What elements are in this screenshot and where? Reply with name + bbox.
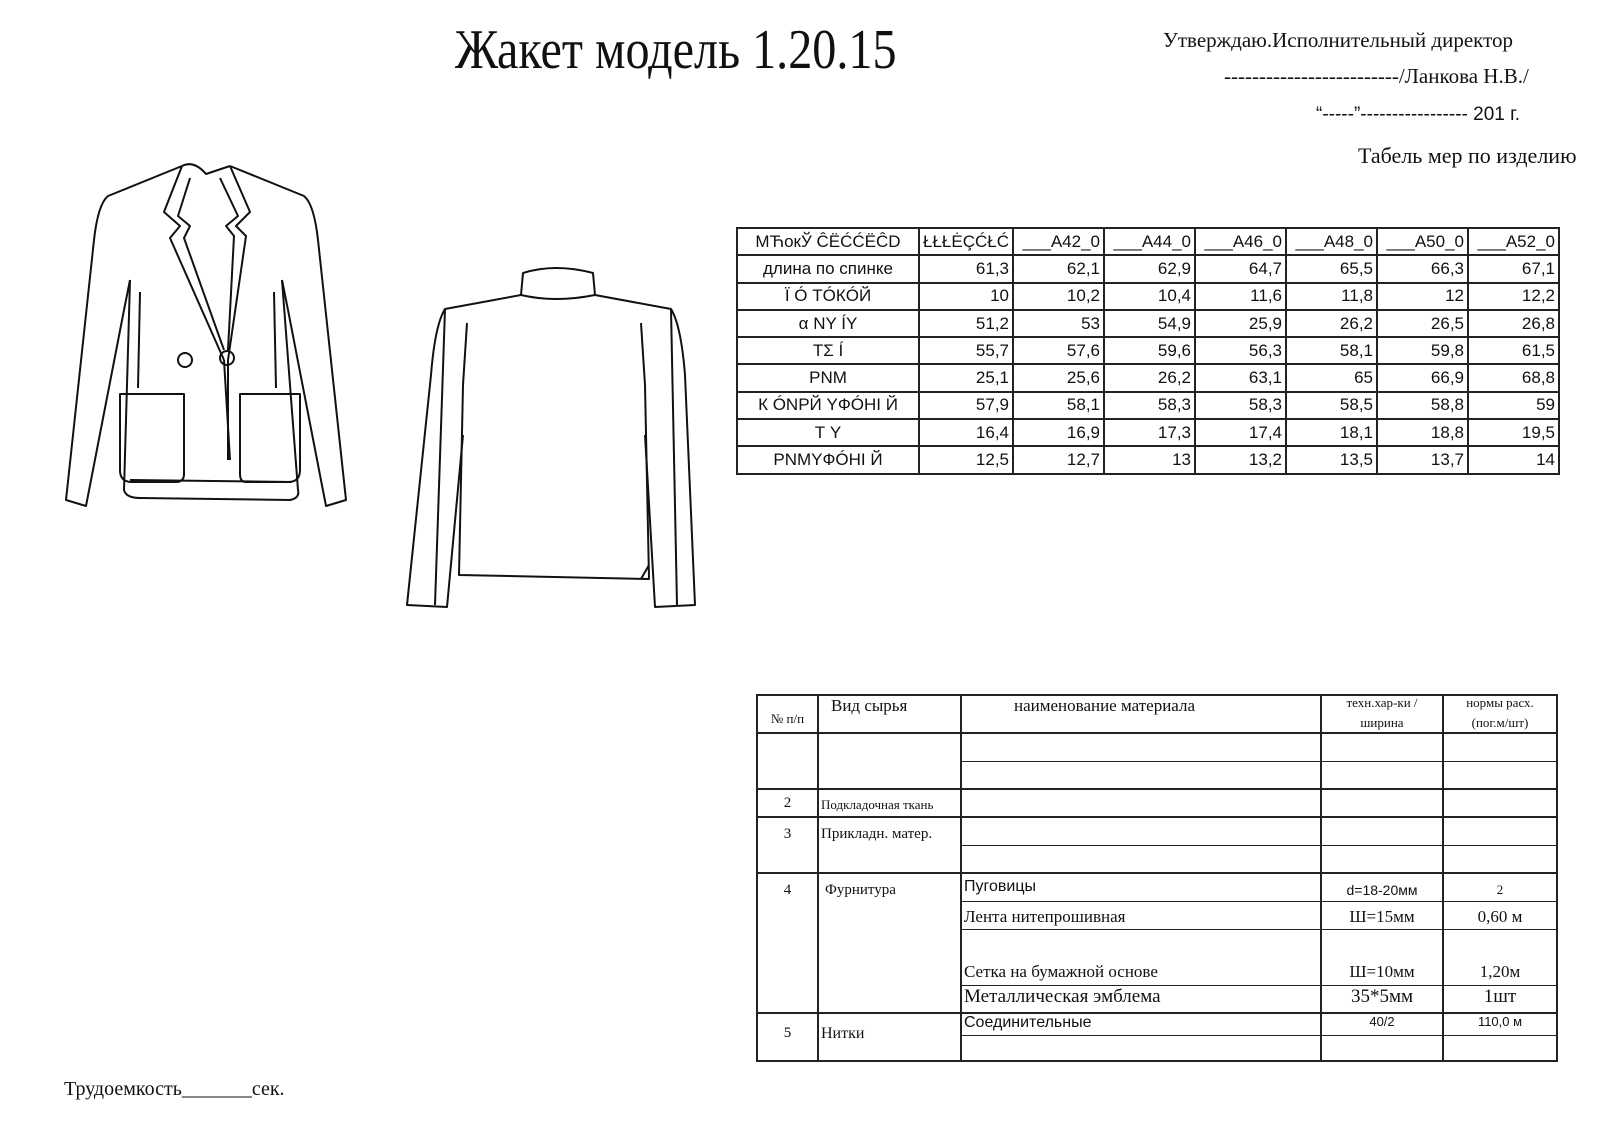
table-row [757, 817, 1557, 845]
labor-intensity: Трудоемкость_______сек. [64, 1078, 285, 1100]
group-type: Прикладн. матер. [821, 826, 933, 842]
row-value: 58,1 [1013, 392, 1104, 419]
row-value: 25,9 [1195, 310, 1286, 337]
materials-table [756, 694, 1558, 1062]
row-value: 58,8 [1377, 392, 1468, 419]
col-norm-header-2: (пог.м/шт) [1471, 715, 1529, 730]
header-cell: ___A52_0 [1468, 228, 1559, 255]
row-value: 64,7 [1195, 255, 1286, 282]
row-value: 26,5 [1377, 310, 1468, 337]
col-type-header: Вид сырья [831, 696, 908, 715]
page-title: Жакет модель 1.20.15 [455, 19, 897, 81]
row-value: 25,6 [1013, 364, 1104, 391]
measurements-table [736, 227, 1560, 475]
approval-text: Утверждаю.Исполнительный директор [1163, 28, 1513, 52]
row-value: 19,5 [1468, 419, 1559, 446]
material-name: Металлическая эмблема [964, 985, 1161, 1007]
jacket-back-sketch [405, 265, 705, 625]
row-name: длина по спинке [737, 255, 919, 282]
row-value: 17,3 [1104, 419, 1195, 446]
table-row [757, 761, 1557, 789]
row-value: 13,7 [1377, 446, 1468, 473]
table-row [757, 789, 1557, 817]
row-value: 26,8 [1468, 310, 1559, 337]
row-name: α NY ÍY [737, 310, 919, 337]
group-num: 3 [783, 826, 792, 842]
group-type: Фурнитура [825, 882, 896, 898]
material-spec: 35*5мм [1350, 985, 1414, 1007]
row-value: 61,5 [1468, 337, 1559, 364]
row-value: 59,8 [1377, 337, 1468, 364]
row-value: 57,9 [919, 392, 1013, 419]
row-value: 26,2 [1286, 310, 1377, 337]
table-row [737, 283, 1559, 310]
row-value: 67,1 [1468, 255, 1559, 282]
row-value: 18,8 [1377, 419, 1468, 446]
table-row [737, 310, 1559, 337]
material-norm: 1шт [1483, 985, 1517, 1007]
row-value: 59 [1468, 392, 1559, 419]
row-value: 58,3 [1104, 392, 1195, 419]
row-value: 65,5 [1286, 255, 1377, 282]
material-spec: Ш=15мм [1349, 906, 1415, 926]
table-row [737, 364, 1559, 391]
material-name: Лента нитепрошивная [964, 906, 1126, 926]
row-value: 58,5 [1286, 392, 1377, 419]
row-value: 10,2 [1013, 283, 1104, 310]
material-spec: Ш=10мм [1349, 962, 1415, 981]
header-cell: ___A42_0 [1013, 228, 1104, 255]
row-value: 13 [1104, 446, 1195, 473]
material-spec: d=18-20мм [1346, 882, 1418, 898]
row-value: 61,3 [919, 255, 1013, 282]
material-name: Соединительные [964, 1014, 1092, 1031]
row-value: 68,8 [1468, 364, 1559, 391]
material-norm: 1,20м [1479, 962, 1521, 981]
row-name: ТΣ Í [737, 337, 919, 364]
row-value: 55,7 [919, 337, 1013, 364]
row-value: 58,1 [1286, 337, 1377, 364]
row-value: 65 [1286, 364, 1377, 391]
row-name: Ї Ó ТÓКÓЙ [737, 283, 919, 310]
row-value: 53 [1013, 310, 1104, 337]
row-value: 18,1 [1286, 419, 1377, 446]
row-value: 62,1 [1013, 255, 1104, 282]
material-spec: 40/2 [1369, 1014, 1395, 1029]
group-type: Подкладочная ткань [821, 797, 934, 812]
row-value: 56,3 [1195, 337, 1286, 364]
group-num: 4 [783, 882, 792, 898]
table-row [737, 255, 1559, 282]
group-num: 2 [783, 795, 792, 811]
row-value: 16,4 [919, 419, 1013, 446]
material-norm: 2 [1496, 882, 1504, 897]
table-row [757, 985, 1557, 1013]
row-value: 12 [1377, 283, 1468, 310]
material-name: Пуговицы [964, 878, 1036, 895]
row-value: 16,9 [1013, 419, 1104, 446]
row-name: К ÓNРЙ YФÓНІ Й [737, 392, 919, 419]
row-value: 11,8 [1286, 283, 1377, 310]
row-value: 12,7 [1013, 446, 1104, 473]
row-value: 54,9 [1104, 310, 1195, 337]
table-row [737, 419, 1559, 446]
table-row [757, 929, 1557, 957]
date-line: “-----”----------------- 201 г. [1316, 104, 1520, 125]
row-value: 57,6 [1013, 337, 1104, 364]
header-cell: МЋокЎ ĈЁĆĆЁĈD [737, 228, 919, 255]
row-value: 66,3 [1377, 255, 1468, 282]
jacket-front-sketch [60, 160, 360, 525]
measurements-header-row [737, 228, 1559, 255]
col-norm-header-1: нормы расх. [1466, 695, 1534, 710]
row-value: 10,4 [1104, 283, 1195, 310]
material-norm: 110,0 м [1477, 1014, 1523, 1029]
header-cell: ___A44_0 [1104, 228, 1195, 255]
row-value: 14 [1468, 446, 1559, 473]
row-value: 17,4 [1195, 419, 1286, 446]
header-cell: ___A46_0 [1195, 228, 1286, 255]
table-row [757, 901, 1557, 929]
header-cell: ___A50_0 [1377, 228, 1468, 255]
table-row [757, 1035, 1557, 1061]
row-value: 13,5 [1286, 446, 1377, 473]
group-type: Нитки [821, 1025, 865, 1042]
table-row [757, 845, 1557, 873]
row-name: РNМYФÓНІ Й [737, 446, 919, 473]
table-row [757, 957, 1557, 985]
materials-header-row [757, 695, 1557, 733]
table-row [757, 733, 1557, 761]
col-spec-header-1: техн.хар-ки / [1346, 695, 1418, 710]
material-name: Сетка на бумажной основе [964, 962, 1158, 981]
table-row [737, 446, 1559, 473]
row-name: Т Y [737, 419, 919, 446]
row-value: 12,5 [919, 446, 1013, 473]
header-cell: ŁŁŁĖÇĆŁĆ [919, 228, 1013, 255]
table-row [737, 337, 1559, 364]
table-row [737, 392, 1559, 419]
col-spec-header-2: ширина [1360, 715, 1404, 730]
row-value: 25,1 [919, 364, 1013, 391]
row-value: 10 [919, 283, 1013, 310]
measurements-title: Табель мер по изделию [1358, 143, 1577, 168]
row-value: 12,2 [1468, 283, 1559, 310]
row-value: 11,6 [1195, 283, 1286, 310]
material-norm: 0,60 м [1477, 906, 1523, 926]
row-value: 13,2 [1195, 446, 1286, 473]
row-value: 63,1 [1195, 364, 1286, 391]
row-value: 58,3 [1195, 392, 1286, 419]
row-name: РNМ [737, 364, 919, 391]
row-value: 51,2 [919, 310, 1013, 337]
group-num: 5 [783, 1025, 792, 1041]
row-value: 62,9 [1104, 255, 1195, 282]
col-num-header: № п/п [770, 711, 805, 726]
col-name-header: наименование материала [1014, 696, 1196, 715]
signature-line: -------------------------/Ланкова Н.В./ [1224, 64, 1529, 88]
header-cell: ___A48_0 [1286, 228, 1377, 255]
table-row [757, 873, 1557, 901]
row-value: 26,2 [1104, 364, 1195, 391]
row-value: 66,9 [1377, 364, 1468, 391]
row-value: 59,6 [1104, 337, 1195, 364]
